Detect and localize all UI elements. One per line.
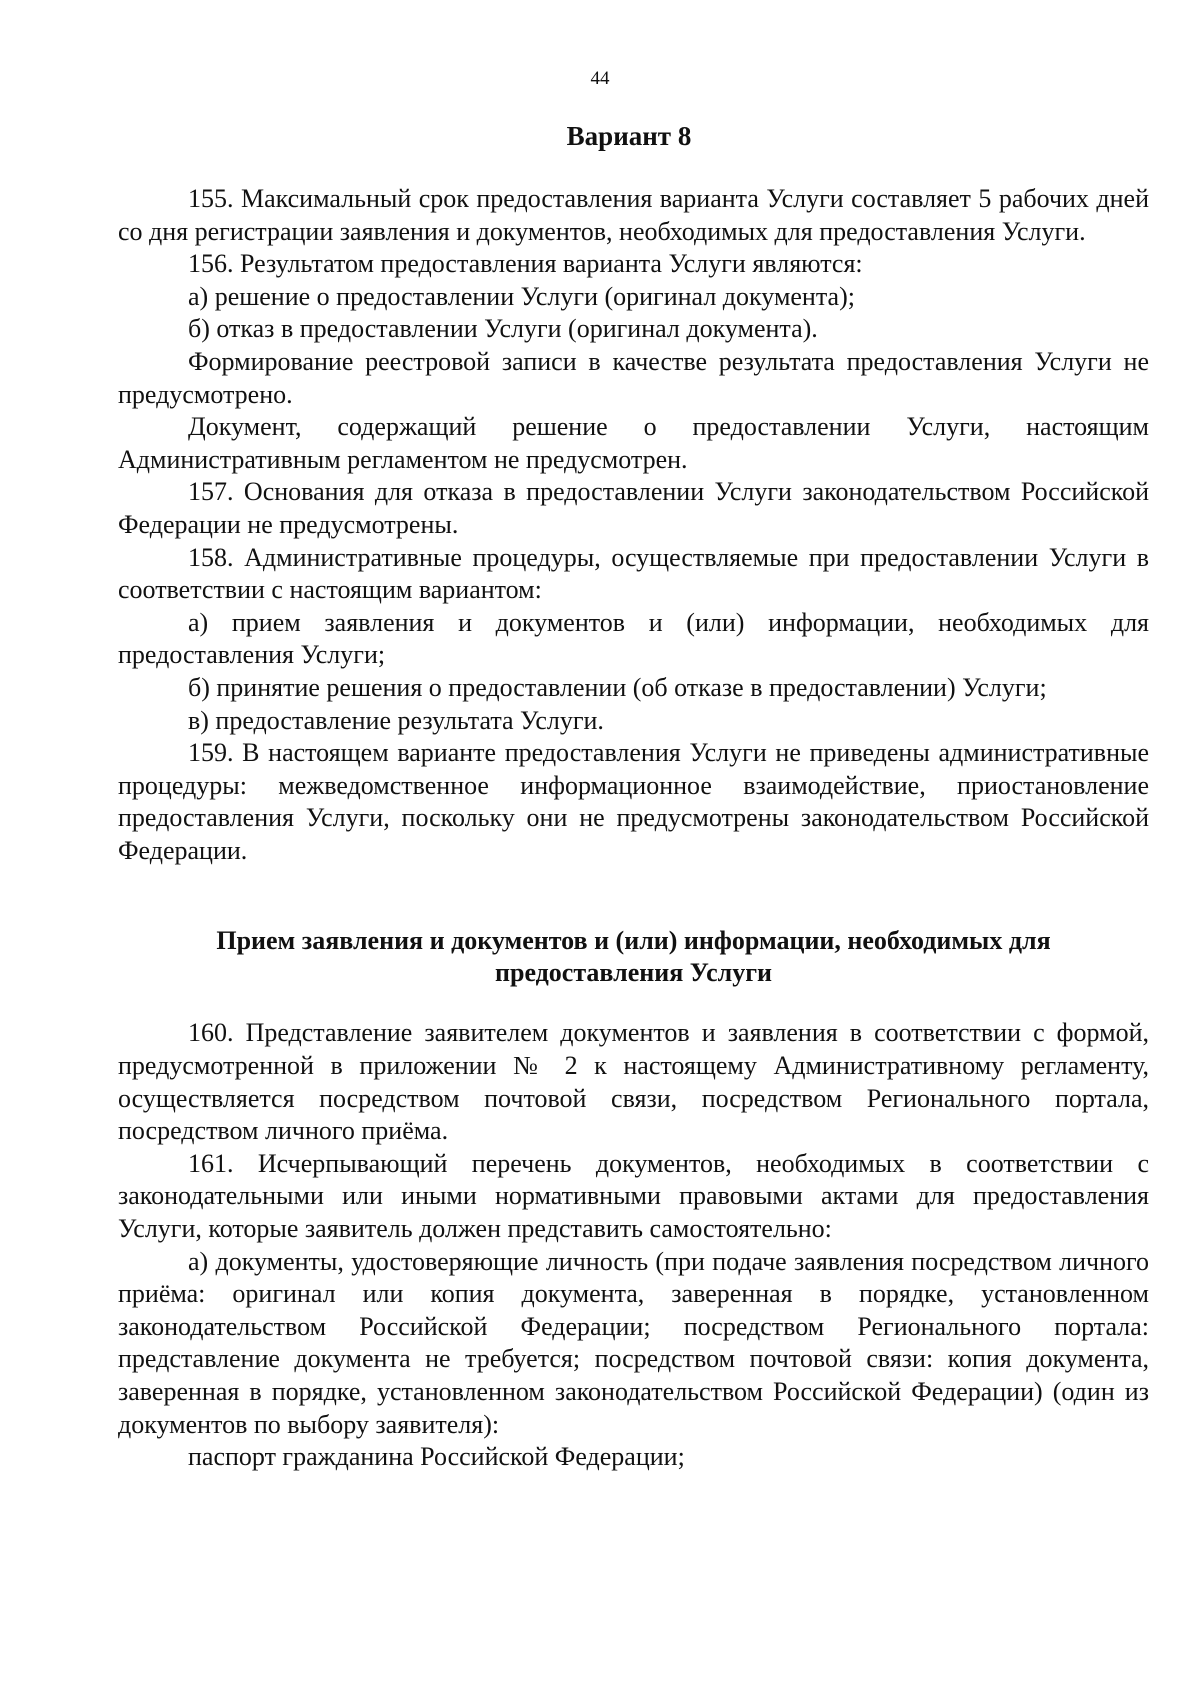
paragraph-158-item-a: а) прием заявления и документов и (или) информации, необходимых для предоставления Услуги;: [118, 607, 1149, 670]
paragraph-158-item-b: б) принятие решения о предоставлении (об отказе в предоставлении) Услуги;: [188, 672, 1047, 702]
paragraph-159: 159. В настоящем варианте предоставления Услуги не приведены административные процедуры: межведомственное информационное взаимодействие, приостановление предоставления Услуги, поскольку они не предусмотрены законодательством Российской Федерации.: [118, 738, 1149, 865]
subsection-title-line-2: предоставления Услуги: [495, 958, 772, 988]
paragraph-registry-record: Формирование реестровой записи в качестве результата предоставления Услуги не предусмотрено.: [118, 346, 1149, 409]
paragraph-158: 158. Административные процедуры, осуществляемые при предоставлении Услуги в соответствии с настоящим вариантом:: [118, 542, 1149, 605]
paragraph-161: 161. Исчерпывающий перечень документов, необходимых в соответствии с законодательными или иными нормативными правовыми актами для предоставления Услуги, которые заявитель должен представить самостоятельно:: [118, 1148, 1149, 1244]
page-number: 44: [590, 68, 610, 89]
paragraph-document-decision: Документ, содержащий решение о предоставлении Услуги, настоящим Административным регламентом не предусмотрен.: [118, 412, 1149, 474]
subsection-title: [118, 925, 1149, 989]
subsection-title-line-1: Прием заявления и документов и (или) информации, необходимых для: [216, 926, 1051, 956]
document-body: [118, 183, 1149, 1474]
paragraph-157: 157. Основания для отказа в предоставлении Услуги законодательством Российской Федерации не предусмотрены.: [118, 477, 1149, 539]
paragraph-155: 155. Максимальный срок предоставления варианта Услуги составляет 5 рабочих дней со дня регистрации заявления и документов, необходимых для предоставления Услуги.: [118, 184, 1149, 246]
paragraph-156: 156. Результатом предоставления варианта Услуги являются:: [188, 249, 863, 279]
paragraph-156-item-b: б) отказ в предоставлении Услуги (оригинал документа).: [188, 314, 818, 344]
paragraph-passport: паспорт гражданина Российской Федерации;: [188, 1442, 685, 1472]
paragraph-161-item-a: а) документы, удостоверяющие личность (при подаче заявления посредством личного приёма: оригинал или копия документа, заверенная в порядке, установленном законодательством Российской Федерации; посредством Регионального портала: представление документа не требуется; посредством почтовой связи: копия документа, заверенная в порядке, установленном законодательством Российской Федерации) (один из документов по выбору заявителя):: [118, 1246, 1149, 1439]
paragraph-156-item-a: а) решение о предоставлении Услуги (оригинал документа);: [188, 281, 855, 311]
paragraph-160: 160. Представление заявителем документов и заявления в соответствии с формой, предусмотренной в приложении № 2 к настоящему Административному регламенту, осуществляется посредством почтовой связи, посредством Регионального портала, посредством личного приёма.: [118, 1018, 1149, 1146]
paragraph-158-item-c: в) предоставление результата Услуги.: [188, 705, 604, 735]
section-title: Вариант 8: [566, 121, 692, 151]
